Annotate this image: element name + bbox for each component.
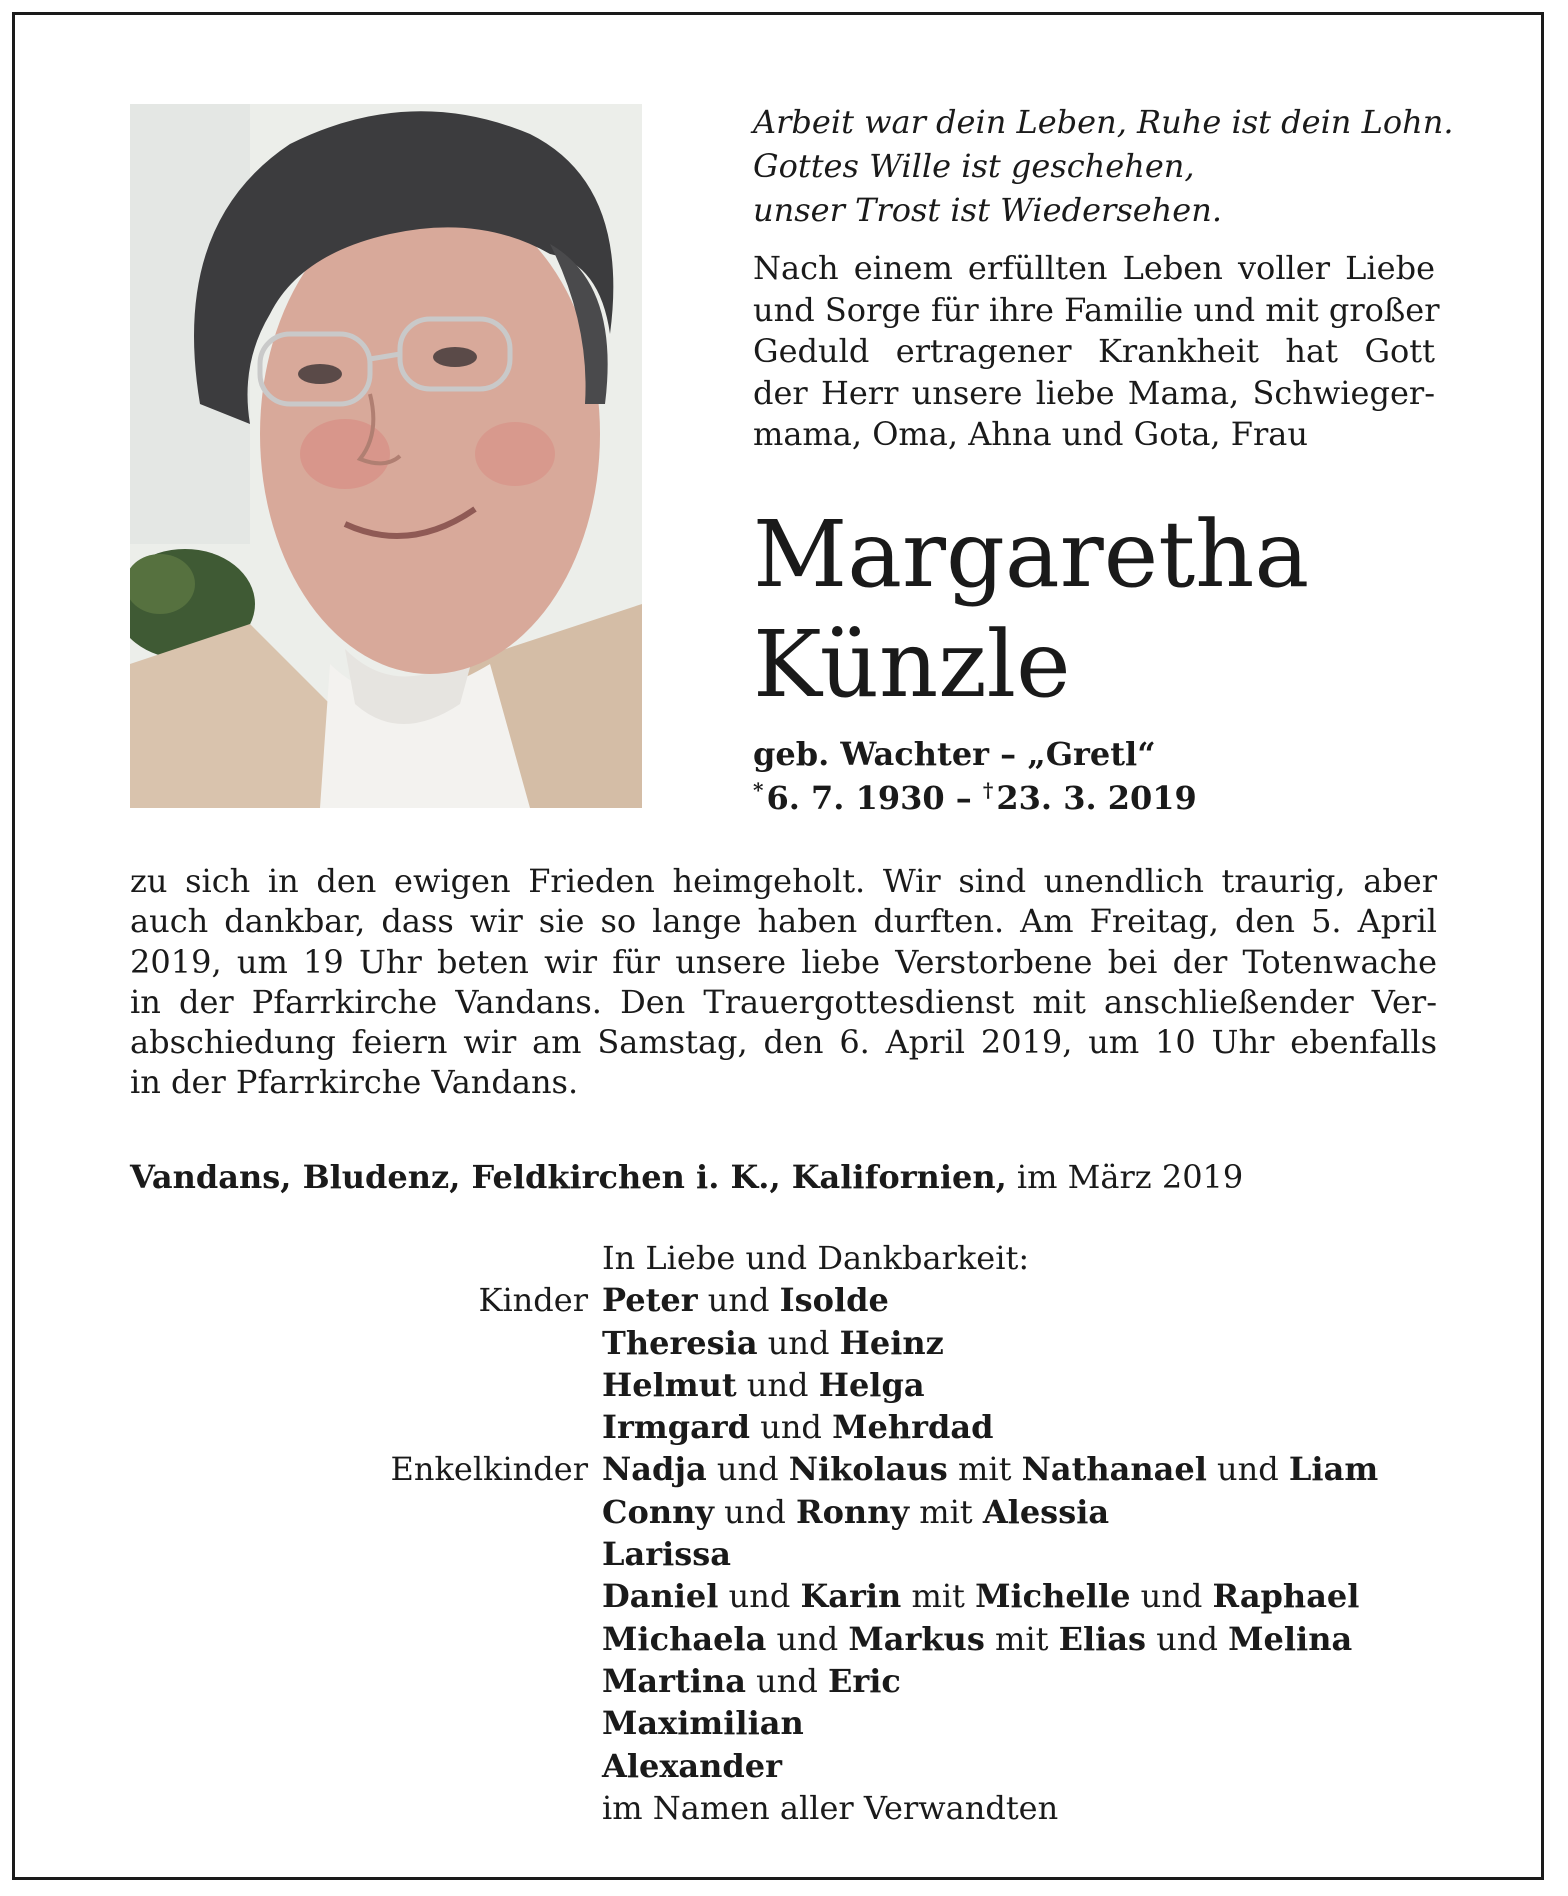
body-line: in der Pfarrkirche Vandans. Den Trauergottesdienst mit anschließender Ver- [130, 982, 1437, 1021]
relative-name: Nathanael [1021, 1450, 1207, 1489]
relative-name: Michelle [975, 1577, 1131, 1616]
relatives-row [130, 1660, 1460, 1702]
connector-text: mit [901, 1577, 976, 1616]
relative-names [602, 1618, 1460, 1660]
connector-text: und [713, 1492, 796, 1531]
relatives-row [130, 1406, 1460, 1448]
relatives-row [130, 1745, 1460, 1787]
place-and-date [130, 1155, 1437, 1199]
relative-name: Peter [602, 1281, 698, 1320]
life-dates [753, 776, 1453, 820]
signature-block [130, 1237, 1460, 1829]
connector-text: und [697, 1281, 780, 1320]
relatives-row [130, 1322, 1460, 1364]
quote-verse [753, 100, 1453, 232]
intro-line: mama, Oma, Ahna und Gota, Frau [753, 415, 1308, 453]
relatives-row [130, 1618, 1460, 1660]
relative-name: Helmut [602, 1365, 737, 1404]
relative-name: Maximilian [602, 1704, 804, 1743]
relation-label [130, 1322, 602, 1364]
relative-name: Liam [1288, 1450, 1379, 1489]
relatives-row [130, 1575, 1460, 1617]
connector-text: mit [947, 1450, 1022, 1489]
main-paragraph [130, 861, 1437, 1103]
signature-intro: In Liebe und Dankbarkeit: [602, 1239, 1030, 1277]
relative-name: Karin [800, 1577, 902, 1616]
relation-label [130, 1618, 602, 1660]
relative-name: Raphael [1212, 1577, 1360, 1616]
places: Vandans, Bludenz, Feldkirchen i. K., Kalifornien, [130, 1158, 1007, 1196]
relative-name: Melina [1228, 1619, 1353, 1658]
relation-label [130, 1491, 602, 1533]
relative-name: Elias [1058, 1619, 1147, 1658]
body-line: abschiedung feiern wir am Samstag, den 6. April 2019, um 10 Uhr ebenfalls [130, 1023, 1437, 1062]
relation-label [130, 1745, 602, 1787]
relative-name: Alessia [982, 1492, 1110, 1531]
relatives-row [130, 1491, 1460, 1533]
died-symbol: † [982, 778, 994, 802]
relative-names [602, 1322, 1460, 1364]
relative-names [602, 1364, 1460, 1406]
connector-text: und [750, 1408, 833, 1447]
relative-name: Ronny [795, 1492, 910, 1531]
born-symbol: * [753, 778, 764, 802]
relative-name: Michaela [602, 1619, 767, 1658]
connector-text: mit [984, 1619, 1059, 1658]
connector-text: und [1130, 1577, 1213, 1616]
relative-name: Conny [602, 1492, 714, 1531]
intro-paragraph [753, 248, 1440, 456]
relative-name: Irmgard [602, 1408, 751, 1447]
relative-name: Theresia [602, 1323, 758, 1362]
relative-name: Nikolaus [788, 1450, 948, 1489]
birth-details [753, 732, 1453, 820]
relative-name: Nadja [602, 1450, 707, 1489]
body-line: auch dankbar, dass wir sie so lange haben durften. Am Freitag, den 5. April [130, 902, 1437, 941]
relatives-row [130, 1448, 1460, 1490]
relative-name: Heinz [839, 1323, 944, 1362]
intro-line: Nach einem erfüllten Leben voller Liebe [753, 249, 1435, 287]
connector-text: und [736, 1365, 819, 1404]
maiden-name: geb. Wachter – „Gretl“ [753, 735, 1156, 773]
relatives-row [130, 1533, 1460, 1575]
relative-name: Mehrdad [832, 1408, 994, 1447]
connector-text: und [706, 1450, 789, 1489]
relative-names [602, 1745, 1460, 1787]
deceased-name [753, 500, 1513, 720]
date-text: im März 2019 [1006, 1158, 1244, 1196]
connector-text: und [718, 1577, 801, 1616]
connector-text: und [1206, 1450, 1289, 1489]
quote-line: Gottes Wille ist geschehen, [753, 147, 1195, 185]
signature-outro-row [130, 1787, 1460, 1829]
relation-label [130, 1702, 602, 1744]
body-line: zu sich in den ewigen Frieden heimgeholt. Wir sind unendlich traurig, aber [130, 862, 1437, 900]
relative-name: Isolde [779, 1281, 889, 1320]
connector-text: und [766, 1619, 849, 1658]
relative-name: Eric [828, 1661, 901, 1700]
relative-name: Alexander [602, 1746, 783, 1785]
portrait-photo [130, 104, 642, 808]
intro-line: und Sorge für ihre Familie und mit großer [753, 290, 1440, 329]
relatives-row [130, 1364, 1460, 1406]
relation-label [130, 1660, 602, 1702]
connector-text: und [1146, 1619, 1229, 1658]
relation-label: Enkelkinder [390, 1450, 588, 1489]
quote-line: unser Trost ist Wiedersehen. [753, 191, 1222, 229]
relation-label [130, 1533, 602, 1575]
connector-text: und [757, 1323, 840, 1362]
intro-line: Geduld ertragener Krankheit hat Gott [753, 332, 1435, 370]
relative-name: Martina [602, 1661, 746, 1700]
relative-names [602, 1660, 1460, 1702]
died-date: 23. 3. 2019 [996, 779, 1197, 817]
connector-text: und [745, 1661, 828, 1700]
relative-names [602, 1448, 1460, 1490]
signature-intro-row [130, 1237, 1460, 1279]
signature-outro: im Namen aller Verwandten [602, 1788, 1059, 1827]
relative-names [602, 1491, 1460, 1533]
relative-name: Markus [848, 1619, 985, 1658]
relative-names [602, 1406, 1460, 1448]
connector-text: mit [909, 1492, 983, 1531]
born-date: 6. 7. 1930 – [766, 779, 972, 817]
relation-label [130, 1575, 602, 1617]
relative-name: Daniel [602, 1577, 719, 1616]
quote-line: Arbeit war dein Leben, Ruhe ist dein Lohn. [753, 103, 1454, 141]
body-line: 2019, um 19 Uhr beten wir für unsere liebe Verstorbene bei der Totenwache [130, 942, 1437, 981]
body-line: in der Pfarrkirche Vandans. [130, 1063, 579, 1102]
relative-names [602, 1702, 1460, 1744]
last-name: Künzle [753, 611, 1071, 718]
relative-name: Larissa [602, 1535, 732, 1574]
portrait-image [130, 104, 642, 808]
first-name: Margaretha [753, 501, 1310, 608]
relation-label [130, 1406, 602, 1448]
relative-names [602, 1279, 1460, 1321]
intro-line: der Herr unsere liebe Mama, Schwieger- [753, 373, 1435, 412]
relative-name: Helga [818, 1365, 925, 1404]
relative-names [602, 1533, 1460, 1575]
relation-label [130, 1364, 602, 1406]
relation-label: Kinder [478, 1281, 588, 1320]
relative-names [602, 1575, 1460, 1617]
relatives-row [130, 1279, 1460, 1321]
relatives-row [130, 1702, 1460, 1744]
